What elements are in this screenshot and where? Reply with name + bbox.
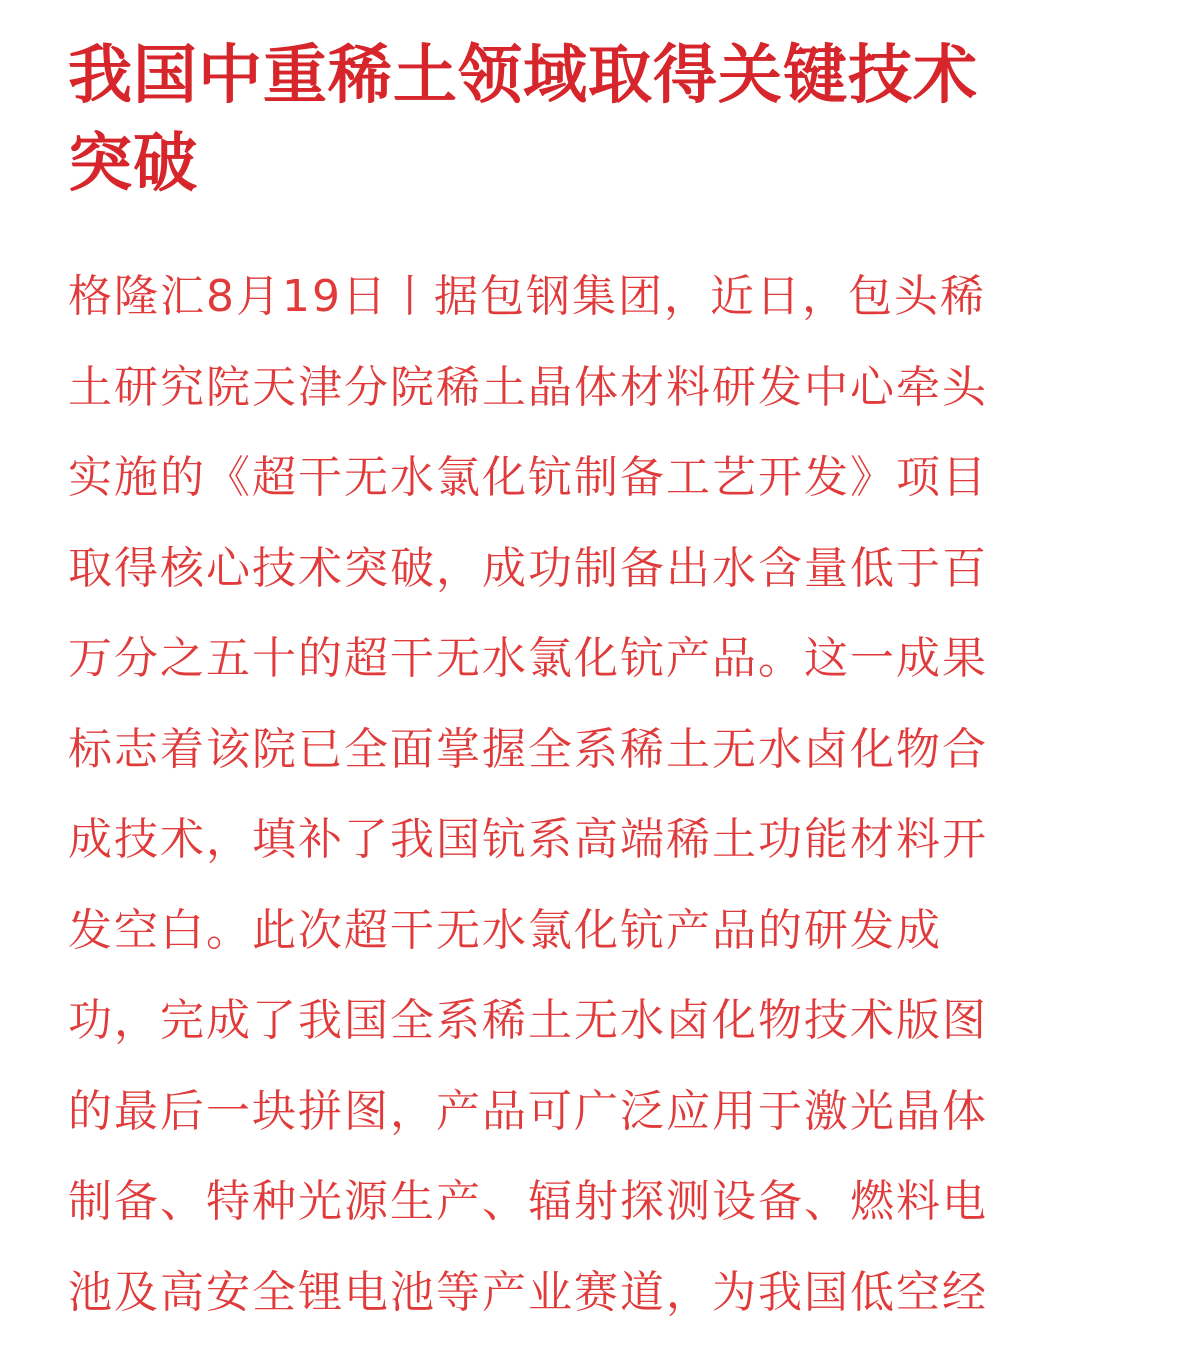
title-line: 突破 — [68, 127, 198, 201]
body-line: 制备、特种光源生产、辐射探测设备、燃料电 — [68, 1176, 988, 1227]
article-title — [68, 32, 1118, 208]
body-line: 土研究院天津分院稀土晶体材料研发中心牵头 — [68, 361, 988, 413]
body-line: 的最后一块拼图，产品可广泛应用于激光晶体 — [68, 1085, 988, 1137]
body-line: 实施的《超干无水氯化钪制备工艺开发》项目 — [68, 452, 988, 503]
body-line: 功，完成了我国全系稀土无水卤化物技术版图 — [68, 995, 988, 1046]
body-line: 取得核心技术突破，成功制备出水含量低于百 — [68, 542, 988, 594]
article — [68, 32, 1118, 1338]
article-body — [68, 252, 1118, 1338]
body-line: 标志着该院已全面掌握全系稀土无水卤化物合 — [68, 723, 988, 775]
body-line: 格隆汇8月19日丨据包钢集团，近日，包头稀 — [68, 271, 986, 322]
body-line: 池及高安全锂电池等产业赛道，为我国低空经 — [68, 1266, 988, 1318]
title-line: 我国中重稀土领域取得关键技术 — [68, 39, 978, 113]
body-line: 成技术，填补了我国钪系高端稀土功能材料开 — [68, 814, 988, 865]
body-line: 万分之五十的超干无水氯化钪产品。这一成果 — [68, 633, 988, 684]
body-line: 发空白。此次超干无水氯化钪产品的研发成 — [68, 904, 942, 956]
